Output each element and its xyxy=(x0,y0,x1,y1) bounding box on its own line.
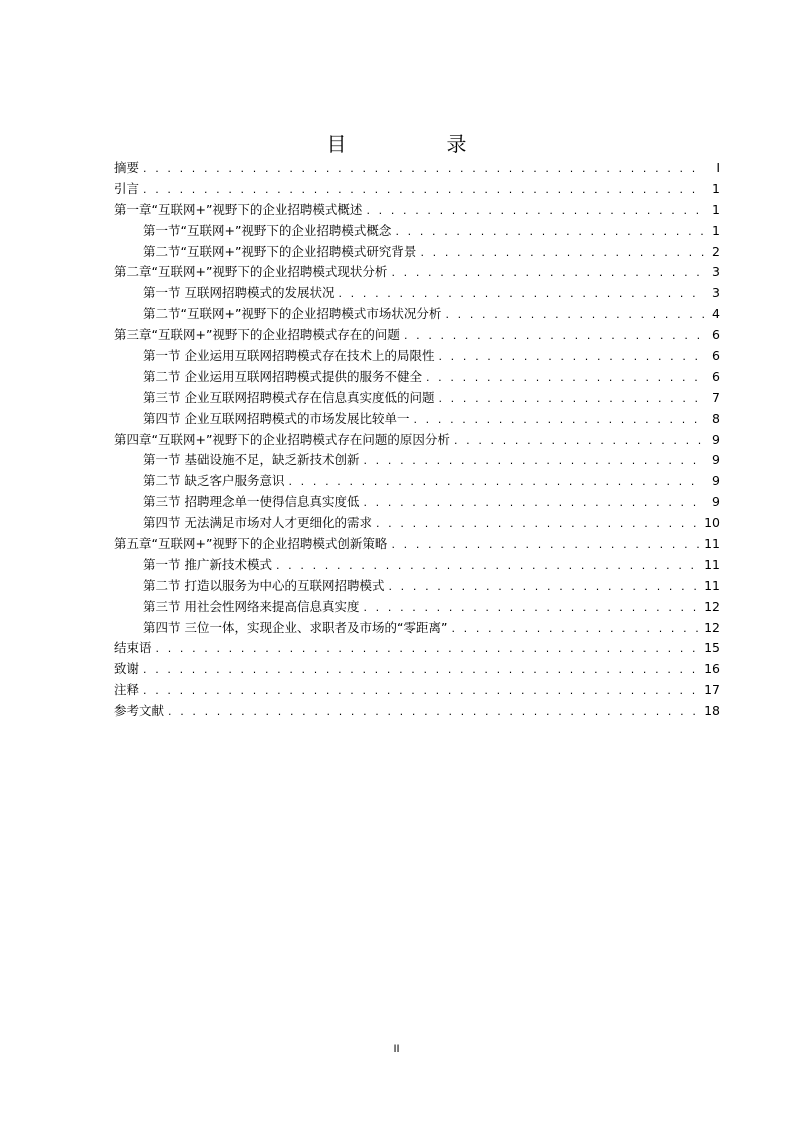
toc-entry-page-number: 18 xyxy=(704,703,720,719)
toc-section-entry[interactable] xyxy=(114,450,720,471)
toc-entry-page-number: 7 xyxy=(712,389,720,405)
toc-dot-leader xyxy=(445,305,704,326)
toc-entry-label: 注释 xyxy=(114,682,140,698)
toc-dot-leader xyxy=(438,347,704,368)
toc-dot-leader xyxy=(168,702,700,723)
toc-entry-label: 第二节“互联网+”视野下的企业招聘模式市场状况分析 xyxy=(143,306,442,322)
toc-dot-leader xyxy=(143,681,700,702)
toc-entry-page-number: 4 xyxy=(712,306,720,322)
toc-entry-label: 第四章“互联网+”视野下的企业招聘模式存在问题的原因分析 xyxy=(114,431,450,447)
toc-entry-label: 致谢 xyxy=(114,661,140,677)
toc-dot-leader xyxy=(438,389,704,410)
page-title: 目 录 xyxy=(326,132,507,156)
toc-chapter-entry[interactable] xyxy=(114,659,720,680)
toc-chapter-entry[interactable] xyxy=(114,325,720,346)
toc-entry-label: 第四节 无法满足市场对人才更细化的需求 xyxy=(143,515,372,531)
toc-dot-leader xyxy=(363,598,700,619)
toc-entry-label: 第四节 三位一体，实现企业、求职者及市场的“零距离” xyxy=(143,619,448,635)
toc-dot-leader xyxy=(420,243,704,264)
toc-dot-leader xyxy=(363,451,704,472)
toc-entry-label: 第二节 缺乏客户服务意识 xyxy=(143,473,285,489)
toc-section-entry[interactable] xyxy=(114,221,720,242)
toc-section-entry[interactable] xyxy=(114,242,720,263)
toc-entry-label: 第一节 基础设施不足，缺乏新技术创新 xyxy=(143,452,360,468)
toc-entry-page-number: 17 xyxy=(704,682,720,698)
toc-chapter-entry[interactable] xyxy=(114,638,720,659)
toc-dot-leader xyxy=(276,556,700,577)
toc-section-entry[interactable] xyxy=(114,346,720,367)
toc-dot-leader xyxy=(404,326,704,347)
toc-entry-label: 第四节 企业互联网招聘模式的市场发展比较单一 xyxy=(143,410,410,426)
toc-entry-page-number: 6 xyxy=(712,327,720,343)
toc-entry-label: 第三节 企业互联网招聘模式存在信息真实度低的问题 xyxy=(143,389,435,405)
toc-entry-label: 第二节 打造以服务为中心的互联网招聘模式 xyxy=(143,577,385,593)
toc-entry-page-number: 12 xyxy=(704,619,720,635)
toc-dot-leader xyxy=(395,222,704,243)
toc-dot-leader xyxy=(338,284,704,305)
toc-dot-leader xyxy=(451,619,700,640)
toc-entry-label: 第三章“互联网+”视野下的企业招聘模式存在的问题 xyxy=(114,327,400,343)
toc-entry-label: 第二节 企业运用互联网招聘模式提供的服务不健全 xyxy=(143,368,422,384)
toc-entry-page-number: 9 xyxy=(712,494,720,510)
toc-dot-leader xyxy=(426,368,704,389)
toc-entry-label: 摘要 xyxy=(114,160,140,175)
toc-entry-label: 第一节 企业运用互联网招聘模式存在技术上的局限性 xyxy=(143,348,435,364)
toc-entry-page-number: 10 xyxy=(704,515,720,531)
toc-entry-label: 第二章“互联网+”视野下的企业招聘模式现状分析 xyxy=(114,264,388,280)
toc-entry-page-number: 9 xyxy=(712,431,720,447)
toc-dot-leader xyxy=(288,472,704,493)
toc-entry-label: 第三节 招聘理念单一使得信息真实度低 xyxy=(143,494,360,510)
toc-entry-page-number: 2 xyxy=(712,243,720,259)
toc-section-entry[interactable] xyxy=(114,513,720,534)
toc-entry-page-number: 15 xyxy=(704,640,720,656)
toc-section-entry[interactable] xyxy=(114,555,720,576)
toc-chapter-entry[interactable] xyxy=(114,200,720,221)
toc-entry-page-number: 11 xyxy=(704,556,720,572)
toc-entry-label: 第二节“互联网+”视野下的企业招聘模式研究背景 xyxy=(143,243,417,259)
toc-dot-leader xyxy=(391,535,700,556)
toc-entry-label: 结束语 xyxy=(114,640,152,656)
toc-entry-page-number: 1 xyxy=(712,222,720,238)
toc-section-entry[interactable] xyxy=(114,283,720,304)
toc-section-entry[interactable] xyxy=(114,618,720,639)
toc-entry-label: 第一节 互联网招聘模式的发展状况 xyxy=(143,285,335,301)
toc-entry-page-number: 6 xyxy=(712,368,720,384)
toc-dot-leader xyxy=(143,159,704,180)
toc-chapter-entry[interactable] xyxy=(114,179,720,200)
toc-section-entry[interactable] xyxy=(114,409,720,430)
toc-dot-leader xyxy=(413,410,704,431)
toc-chapter-entry[interactable] xyxy=(114,262,720,283)
toc-dot-leader xyxy=(454,431,704,452)
toc-entry-label: 第五章“互联网+”视野下的企业招聘模式创新策略 xyxy=(114,536,388,552)
toc-chapter-entry[interactable] xyxy=(114,534,720,555)
toc-dot-leader xyxy=(376,514,700,535)
toc-entry-page-number: 8 xyxy=(712,410,720,426)
toc-section-entry[interactable] xyxy=(114,471,720,492)
toc-section-entry[interactable] xyxy=(114,367,720,388)
toc-entry-page-number: 9 xyxy=(712,452,720,468)
toc-section-entry[interactable] xyxy=(114,576,720,597)
toc-entry-page-number: 1 xyxy=(712,201,720,217)
toc-dot-leader xyxy=(363,493,704,514)
toc-dot-leader xyxy=(391,263,704,284)
toc-chapter-entry[interactable] xyxy=(114,680,720,701)
toc-dot-leader xyxy=(143,660,700,681)
toc-entry-page-number: 6 xyxy=(712,348,720,364)
toc-entry-page-number: 11 xyxy=(704,577,720,593)
toc-chapter-entry[interactable] xyxy=(114,430,720,451)
toc-section-entry[interactable] xyxy=(114,597,720,618)
toc-entry-page-number: 3 xyxy=(712,264,720,280)
table-of-contents xyxy=(114,158,720,722)
toc-section-entry[interactable] xyxy=(114,492,720,513)
toc-entry-label: 引言 xyxy=(114,180,140,196)
toc-entry-label: 参考文献 xyxy=(114,703,165,719)
toc-entry-page-number: 11 xyxy=(704,536,720,552)
toc-chapter-entry[interactable] xyxy=(114,701,720,722)
toc-entry-page-number: I xyxy=(716,160,720,175)
toc-chapter-entry[interactable] xyxy=(114,158,720,179)
toc-dot-leader xyxy=(156,639,701,660)
page-number: II xyxy=(393,1043,400,1055)
toc-entry-label: 第一章“互联网+”视野下的企业招聘模式概述 xyxy=(114,201,363,217)
toc-entry-page-number: 12 xyxy=(704,598,720,614)
toc-entry-page-number: 3 xyxy=(712,285,720,301)
toc-dot-leader xyxy=(366,201,704,222)
toc-section-entry[interactable] xyxy=(114,304,720,325)
toc-entry-label: 第一节“互联网+”视野下的企业招聘模式概念 xyxy=(143,222,392,238)
toc-dot-leader xyxy=(388,577,700,598)
toc-entry-label: 第三节 用社会性网络来提高信息真实度 xyxy=(143,598,360,614)
toc-dot-leader xyxy=(143,180,704,201)
toc-entry-label: 第一节 推广新技术模式 xyxy=(143,556,272,572)
toc-section-entry[interactable] xyxy=(114,388,720,409)
toc-entry-page-number: 1 xyxy=(712,180,720,196)
toc-entry-page-number: 9 xyxy=(712,473,720,489)
toc-entry-page-number: 16 xyxy=(704,661,720,677)
